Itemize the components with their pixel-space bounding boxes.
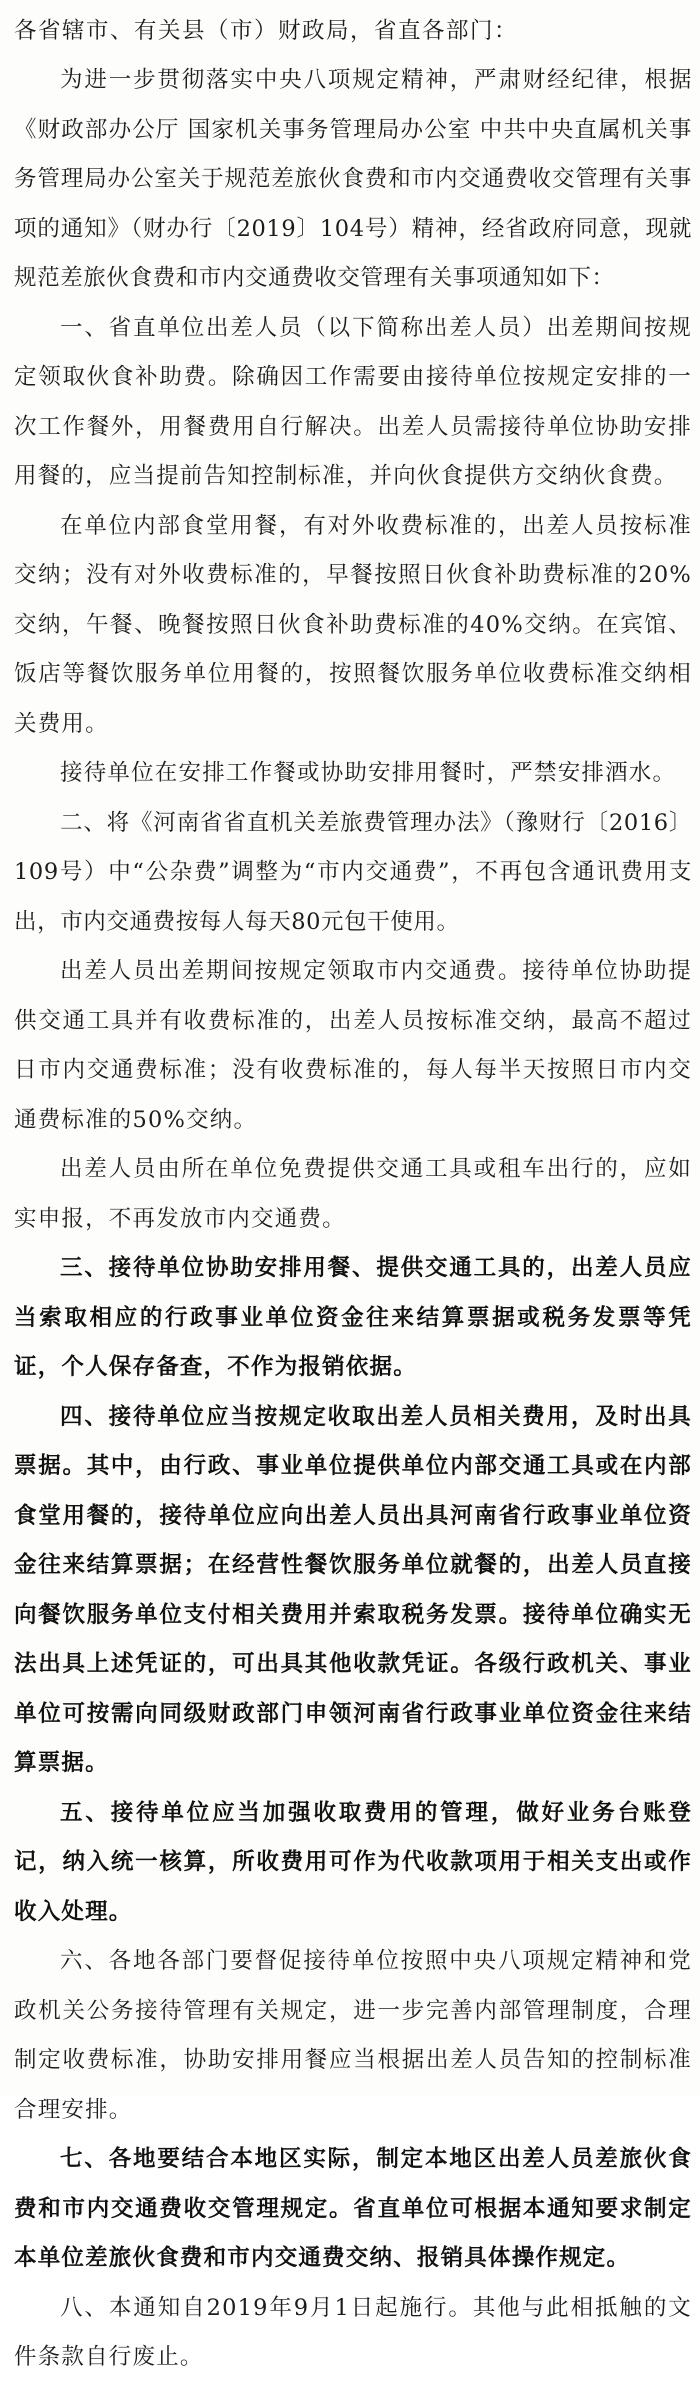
section-three-paragraph: 三、接待单位协助安排用餐、提供交通工具的，出差人员应当索取相应的行政事业单位资金往来结算票据或税务发票等凭证，个人保存备查，不作为报销依据。 [14,1255,692,1380]
section-two-paragraph: 二、将《河南省省直机关差旅费管理办法》（豫财行〔2016〕109号）中“公杂费”调整为“市内交通费”，不再包含通讯费用支出，市内交通费按每人每天80元包干使用。 [14,809,692,935]
transport-fee-paragraph: 出差人员出差期间按规定领取市内交通费。接待单位协助提供交通工具并有收费标准的，出差人员按标准交纳，最高不超过日市内交通费标准；没有收费标准的，每人每半天按照日市内交通费标准的50%交纳。 [14,958,692,1133]
no-alcohol-paragraph: 接待单位在安排工作餐或协助安排用餐时，严禁安排酒水。 [60,760,677,786]
section-five-paragraph: 五、接待单位应当加强收取费用的管理，做好业务台账登记，纳入统一核算，所收费用可作为代收款项用于相关支出或作收入处理。 [14,1799,692,1925]
section-one-paragraph: 一、省直单位出差人员（以下简称出差人员）出差期间按规定领取伙食补助费。除确因工作需要由接待单位按规定安排的一次工作餐外，用餐费用自行解决。出差人员需接待单位协助安排用餐的，应当提前告知控制标准，并向伙食提供方交纳伙食费。 [14,314,692,489]
section-four-paragraph: 四、接待单位应当按规定收取出差人员相关费用，及时出具票据。其中，由行政、事业单位提供单位内部交通工具或在内部食堂用餐的，接待单位应向出差人员出具河南省行政事业单位资金往来结算票据；在经营性餐饮服务单位就餐的，出差人员直接向餐饮服务单位支付相关费用并索取税务发票。接待单位确实无法出具上述凭证的，可出具其他收款凭证。各级行政机关、事业单位可按需向同级财政部门申领河南省行政事业单位资金往来结算票据。 [14,1403,692,1776]
section-seven-paragraph: 七、各地要结合本地区实际，制定本地区出差人员差旅伙食费和市内交通费收交管理规定。省直单位可根据本通知要求制定本单位差旅伙食费和市内交通费交纳、报销具体操作规定。 [14,2146,692,2271]
salutation: 各省辖市、有关县（市）财政局，省直各部门： [14,18,519,44]
canteen-meal-paragraph: 在单位内部食堂用餐，有对外收费标准的，出差人员按标准交纳；没有对外收费标准的，早餐按照日伙食补助费标准的20%交纳，午餐、晚餐按照日伙食补助费标准的40%交纳。在宾馆、饭店等餐饮服务单位用餐的，按照餐饮服务单位收费标准交纳相关费用。 [14,512,692,737]
section-eight-paragraph: 八、本通知自2019年9月1日起施行。其他与此相抵触的文件条款自行废止。 [14,2294,692,2370]
section-six-paragraph: 六、各地各部门要督促接待单位按照中央八项规定精神和党政机关公务接待管理有关规定，进一步完善内部管理制度，合理制定收费标准，协助安排用餐应当根据出差人员告知的控制标准合理安排。 [14,1948,692,2123]
intro-paragraph: 为进一步贯彻落实中央八项规定精神，严肃财经纪律，根据《财政部办公厅 国家机关事务管理局办公室 中共中央直属机关事务管理局办公室关于规范差旅伙食费和市内交通费收交管理有关事项的通知》（财办行〔2019〕104号）精神，经省政府同意，现就规范差旅伙食费和市内交通费收交管理有关事项通知如下： [14,67,692,291]
free-transport-paragraph: 出差人员由所在单位免费提供交通工具或租车出行的，应如实申报，不再发放市内交通费。 [14,1156,692,1232]
